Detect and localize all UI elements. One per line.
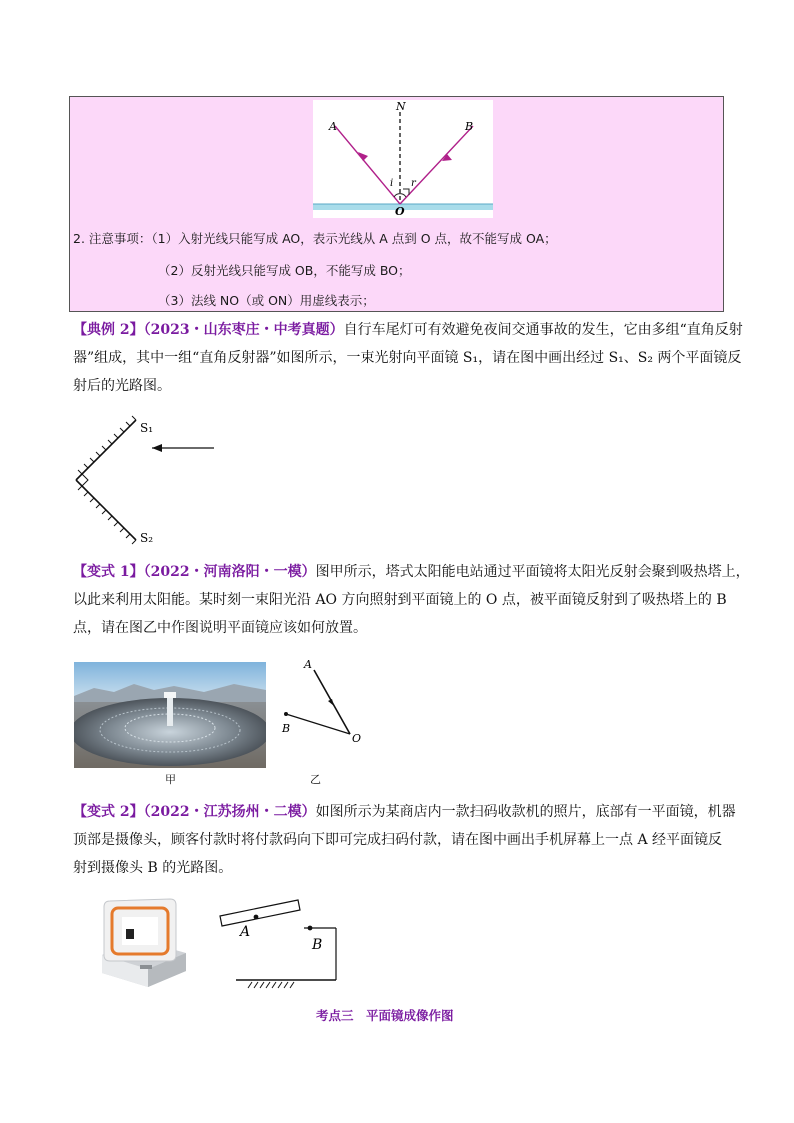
scanner-diagram bbox=[218, 896, 358, 992]
reflected-ray bbox=[400, 126, 473, 204]
label-s1: S₁ bbox=[140, 421, 154, 435]
note-line-2: （2）反射光线只能写成 OB，不能写成 BO； bbox=[158, 263, 411, 278]
label-s2: S₂ bbox=[140, 531, 154, 545]
variant2-line2: 顶部是摄像头，顾客付款时将付款码向下即可完成扫码付款，请在图中画出手机屏幕上一点 A 经平面镜反 bbox=[73, 832, 723, 848]
variant1-line1: 图甲所示，塔式太阳能电站通过平面镜将太阳光反射会聚到吸热塔上， bbox=[315, 564, 750, 580]
right-angle-mark bbox=[403, 189, 409, 195]
example2-line3: 射后的光路图。 bbox=[73, 378, 171, 394]
point-A bbox=[254, 915, 259, 920]
example2-line1: 自行车尾灯可有效避免夜间交通事故的发生，它由多组“直角反射 bbox=[343, 322, 743, 338]
mirror-hatch bbox=[248, 982, 294, 988]
label-O: O bbox=[352, 732, 362, 745]
caption-jia: 甲 bbox=[165, 773, 176, 786]
hatch-s1 bbox=[78, 416, 136, 474]
incident-ray bbox=[335, 126, 400, 204]
reflector-figure bbox=[68, 414, 238, 550]
label-B: B bbox=[312, 937, 323, 953]
label-O: O bbox=[395, 205, 405, 218]
label-B: B bbox=[282, 722, 291, 735]
variant1-paragraph bbox=[73, 558, 750, 642]
diagram-yi bbox=[276, 652, 366, 752]
scanner-diagram-svg bbox=[218, 896, 358, 992]
example2-line2: 器”组成，其中一组“直角反射器”如图所示，一束光射向平面镜 S₁，请在图中画出经过 S₁、S₂ 两个平面镜反 bbox=[73, 350, 742, 366]
label-A: A bbox=[329, 120, 337, 133]
variant2-line1: 如图所示为某商店内一款扫码收款机的照片，底部有一平面镜，机器 bbox=[315, 804, 736, 820]
reflector-diagram bbox=[68, 414, 238, 550]
phone-screen bbox=[220, 900, 300, 926]
label-i: i bbox=[390, 178, 394, 189]
note-line-1: 2. 注意事项：（1）入射光线只能写成 AO，表示光线从 A 点到 O 点，故不能写成 OA； bbox=[73, 231, 557, 246]
solar-plant-illustration bbox=[74, 662, 266, 768]
variant1-tag: 【变式 1】（2022・河南洛阳・一模） bbox=[73, 564, 316, 580]
variant2-line3: 射到摄像头 B 的光路图。 bbox=[73, 860, 233, 876]
scanner-photo bbox=[96, 895, 190, 991]
variant1-line3: 点，请在图乙中作图说明平面镜应该如何放置。 bbox=[73, 620, 367, 636]
right-angle-mark bbox=[82, 474, 88, 486]
point-B bbox=[308, 926, 313, 931]
scanner-illustration bbox=[96, 895, 190, 991]
label-A: A bbox=[240, 924, 251, 940]
solar-plant-photo bbox=[74, 662, 266, 768]
hatch-s2 bbox=[78, 486, 136, 544]
diagram-yi-svg bbox=[276, 652, 366, 752]
example2-tag: 【典例 2】（2023・山东枣庄・中考真题） bbox=[73, 322, 344, 338]
ray-arrow bbox=[152, 444, 162, 452]
variant2-tag: 【变式 2】（2022・江苏扬州・二模） bbox=[73, 804, 316, 820]
variant2-paragraph bbox=[73, 798, 736, 882]
section-title: 考点三 平面镜成像作图 bbox=[316, 1008, 454, 1023]
point-B bbox=[284, 712, 288, 716]
label-B: B bbox=[465, 120, 474, 133]
variant1-line2: 以此来利用太阳能。某时刻一束阳光沿 AO 方向照射到平面镜上的 O 点，被平面镜反射到了吸热塔上的 B bbox=[73, 592, 727, 608]
note-line-3: （3）法线 NO（或 ON）用虚线表示； bbox=[158, 293, 375, 308]
incident-arrow bbox=[358, 152, 368, 161]
reflection-diagram bbox=[313, 100, 493, 218]
caption-yi: 乙 bbox=[310, 773, 321, 786]
example2-paragraph bbox=[73, 316, 743, 400]
label-N: N bbox=[396, 100, 406, 113]
reflection-figure bbox=[313, 100, 493, 218]
label-r: r bbox=[411, 178, 416, 189]
label-A: A bbox=[304, 658, 312, 671]
